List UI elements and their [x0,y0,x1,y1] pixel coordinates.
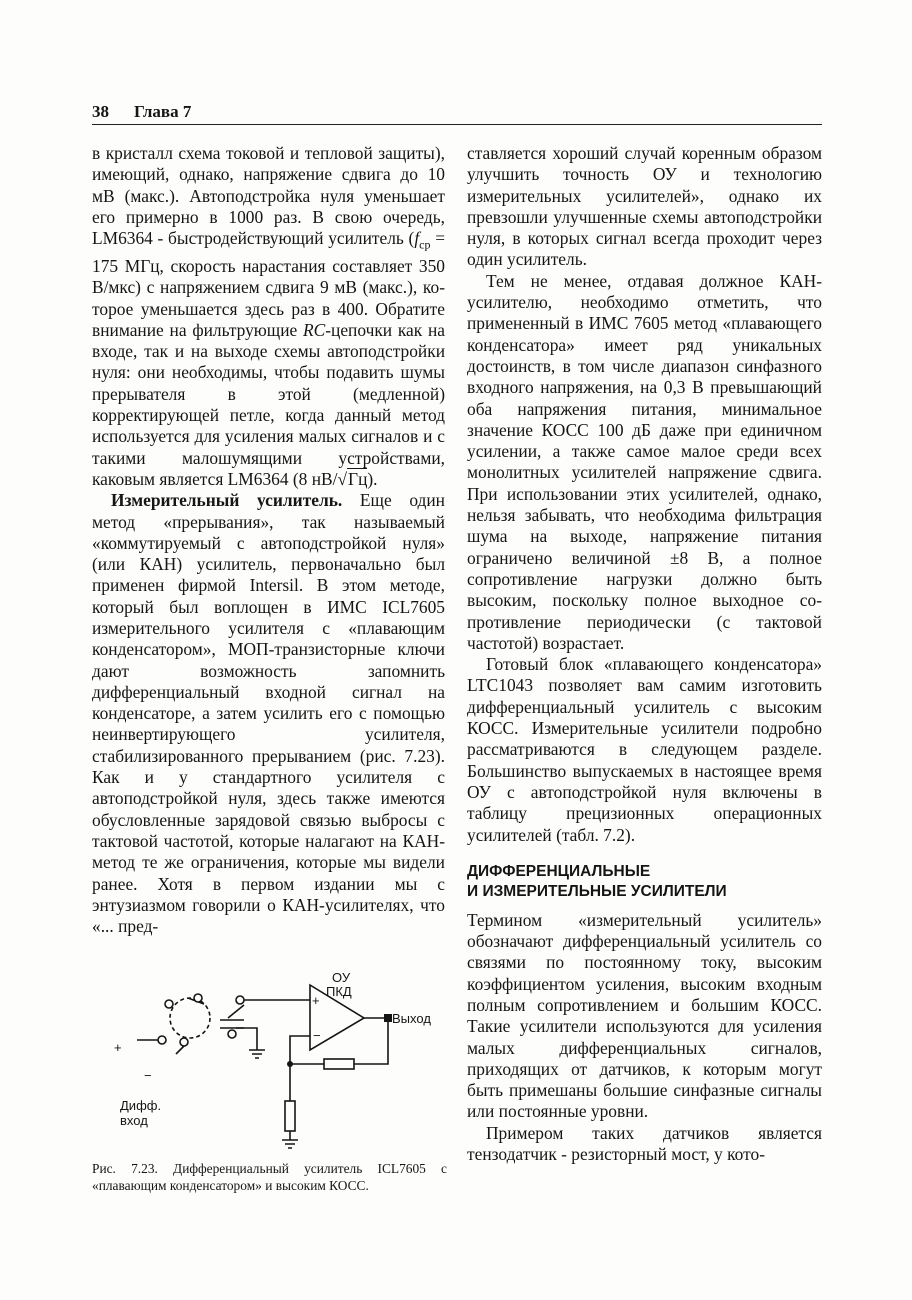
terminal [165,1000,173,1008]
paragraph: Готовый блок «плавающего конденсатора» LTC1043 позволяет вам самим изготовить дифференциальный усилитель с высоким КОСС. Измерительные усилители подробно рассматриваются в следующем разделе. Большинство выпускаемых в настоящее время ОУ с автоподстройкой нуля включены в таблицу прецизионных операционных усилителей (табл. 7.2). [467,654,822,845]
switch [228,1005,244,1018]
chapter-title: Глава 7 [134,102,192,121]
input-plus: + [114,1040,122,1055]
figure-circuit [92,968,447,1158]
figure-caption: Рис. 7.23. Дифференциальный усилитель ICL7605 с «плавающим конденсатором» и высоким КОСС. [92,1161,447,1193]
wire [354,1018,388,1064]
section-heading-line: ДИФФЕРЕНЦИАЛЬНЫЕ [467,862,651,880]
ground-symbol [249,1050,265,1058]
output-label: Выход [392,1011,431,1026]
paragraph [92,490,445,937]
minus-sign: − [313,1028,321,1043]
section-heading-line: И ИЗМЕРИТЕЛЬНЫЕ УСИЛИТЕЛИ [467,882,727,900]
paragraph: Термином «измерительный усилитель» обозначают дифференциальный усилитель со связями по постоянному току, высоким коэффициентом усиления, высоким входным полным сопротивлением и большим КОСС. Такие усилители используются для усиления малых дифференциальных сигналов, приходящих от датчиков, к которым могут быть примешаны большие синфазные сигналы или постоянные уровни. [467,909,822,1122]
subscript-cp: ср [419,237,431,252]
text-run: ). [367,468,378,489]
text-run: Еще один метод «прерывания», так называемый «коммутируемый с автоподстройкой нуля» (или КАН) усилитель, первоначально был применен фирмой Intersil. В этом методе, который был воплощен в ИМС ICL7605 измерительного усилителя с «плавающим конденсатором», МОП-транзисторные ключи дают возможность запомнить дифференциальный входной сигнал на конденсаторе, а затем усилить его с помощью неинвертирующего усилителя, стабилизированного прерыванием (рис. 7.23). Как и у стандартного усилителя с автоподстройкой нуля, здесь также имеются обусловленные зарядовой связью выбросы с тактовой частотой, которые налагают на КАН-метод те же ограничения, которые мы видели ранее. Хотя в первом издании мы с энтузиазмом говорили о КАН-усилителях, что «... пред- [92,490,445,937]
wire [176,1046,184,1054]
terminal [158,1036,166,1044]
resistor [324,1059,354,1069]
wire [236,1028,257,1050]
opamp-label: ОУ [332,970,351,985]
left-column [92,143,445,937]
terminal [194,994,202,1002]
output-node [384,1014,392,1022]
terminal [236,996,244,1004]
paragraph: Тем не менее, отдавая должное КАН-усилителю, необходимо отметить, что примененный в ИМС 7605 метод «плавающего конденсатора» имеет ряд уникальных достоинств, в том числе диапазон синфазного входного напряжения, на 0,3 В превышающий оба напряжения питания, минимальное значение КОСС 100 дБ даже при единичном усилении, а также самое малое среди всех монолитных усилителей напряжение сдвига. При использовании этих усилителей, однако, нельзя забывать, что необходима фильтрация шума на выходе, напряжение питания ограничено величиной ±8 В, а полное сопротивление нагрузки должно быть высоким, поскольку полное выходное сопротивление периодически (с тактовой частотой) возрастает. [467,270,822,653]
sqrt-argument: Гц [348,468,368,489]
paragraph: Примером таких датчиков является тензодатчик - резисторный мост, у кото- [467,1122,822,1165]
terminal [180,1038,188,1046]
page-header [92,100,822,125]
input-label: вход [120,1113,148,1128]
opamp-label: ПКД [326,984,352,999]
right-column [467,143,822,1165]
paragraph: ставляется хороший случай коренным образом улучшить точность ОУ и технологию измерительных усилителей», однако их превзошли улучшенные схемы автоподстройки нуля, в которых сигнал всегда проходит через один усилитель. [467,143,822,270]
sqrt-sign: √ [337,468,348,489]
run-in-heading: Измерительный усилитель. [111,490,343,511]
text-run: в кристалл схема токовой и тепловой защиты), имеющий, однако, напряжение сдвига до 10 мВ (макс.). Автоподстройка нуля уменьшает его примерно в 1000 раз. В свою очередь, LM6364 - быстродействующий усилитель ( [92,143,445,249]
resistor [285,1101,295,1131]
circuit-diagram [92,968,447,1158]
input-minus: − [144,1068,152,1083]
text-run: = 175 МГц, скорость нарастания составляет 350 В/мкс) с напряжением сдвига 9 мВ (макс.), которое уменьшается здесь раз в 400. Обратите внимание на фильтрующие [92,228,446,340]
ground-symbol [282,1140,298,1148]
capacitor [220,1020,244,1028]
paragraph [92,143,445,490]
terminal [228,1030,236,1038]
symbol-rc: RC [302,319,326,340]
plus-sign: + [312,993,320,1008]
input-label: Дифф. [120,1098,162,1113]
symbol-f: f [414,228,420,249]
section-heading [467,862,822,902]
junction-dot [287,1061,293,1067]
text-run: -цепочки как на входе, так и на выходе схемы автоподстройки нуля: они необходимы, чтобы подавить шумы прерывателя в этой (медленной) корректирующей петле, когда данный метод используется для усиления малых сигналов и с такими малошумящими устройствами, каковым является LM6364 (8 нВ/ [92,319,445,489]
page-number: 38 [92,102,109,121]
